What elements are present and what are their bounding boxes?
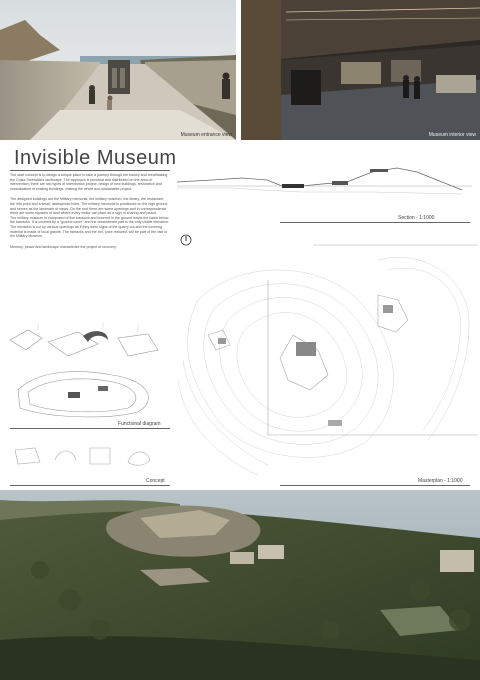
paragraph-buildings: The designed buildings are the Military memorial, the military museum, the library, the restaurant, the info point and a small, widespread hotel. The military memorial is positioned on the high ground and serves as the landmark of views. On the roof there are some openings and in correspondence there are some squares of land where every visitor can plant as a sign of sharing and peace. [10, 197, 168, 216]
masterplan-drawing [178, 240, 478, 478]
paragraph-conclusion: Memory, peace and landscape characterize the project of recovery. [10, 244, 117, 249]
paragraph-museum: The military museum is composed of five bastions and lowered in the ground inside the basin below the barracks. It is covered by a "ground cover" and the downstream part is the only visible elevation. The elevation is cut by various openings as if they were signs of the quarry cut and the covering material is made of local granite. The barracks and the fort, once restored, will be part of the visit to the Military Museum. [10, 215, 169, 239]
masterplan-label: Masterplan - 1:1000 [418, 478, 463, 484]
paragraph-intro: The start concept is to design a unique place to take a journey through the history and breathtaking the Costa Smeralda's landscape. The approach is punctual and distributed on the area of intervention; there are two types of intervention project: design of new buildings, restoration and consolidation of existing buildings, making the whole eco-sustainable project. [10, 173, 168, 191]
page-title: Invisible Museum [14, 147, 177, 169]
concept-sketches [10, 440, 170, 470]
aerial-rendering [0, 490, 480, 680]
description [10, 173, 170, 249]
functional-label: Functional diagram [118, 421, 161, 427]
entrance-photo [0, 0, 236, 140]
entrance-caption: Museum entrance view [180, 132, 232, 138]
interior-caption: Museum interior view [428, 132, 476, 138]
concept-label: Concept [146, 478, 165, 484]
interior-photo [241, 0, 480, 140]
functional-diagram [8, 320, 168, 420]
section-label: Section - 1:1000 [398, 215, 435, 221]
section-drawing [172, 150, 472, 215]
